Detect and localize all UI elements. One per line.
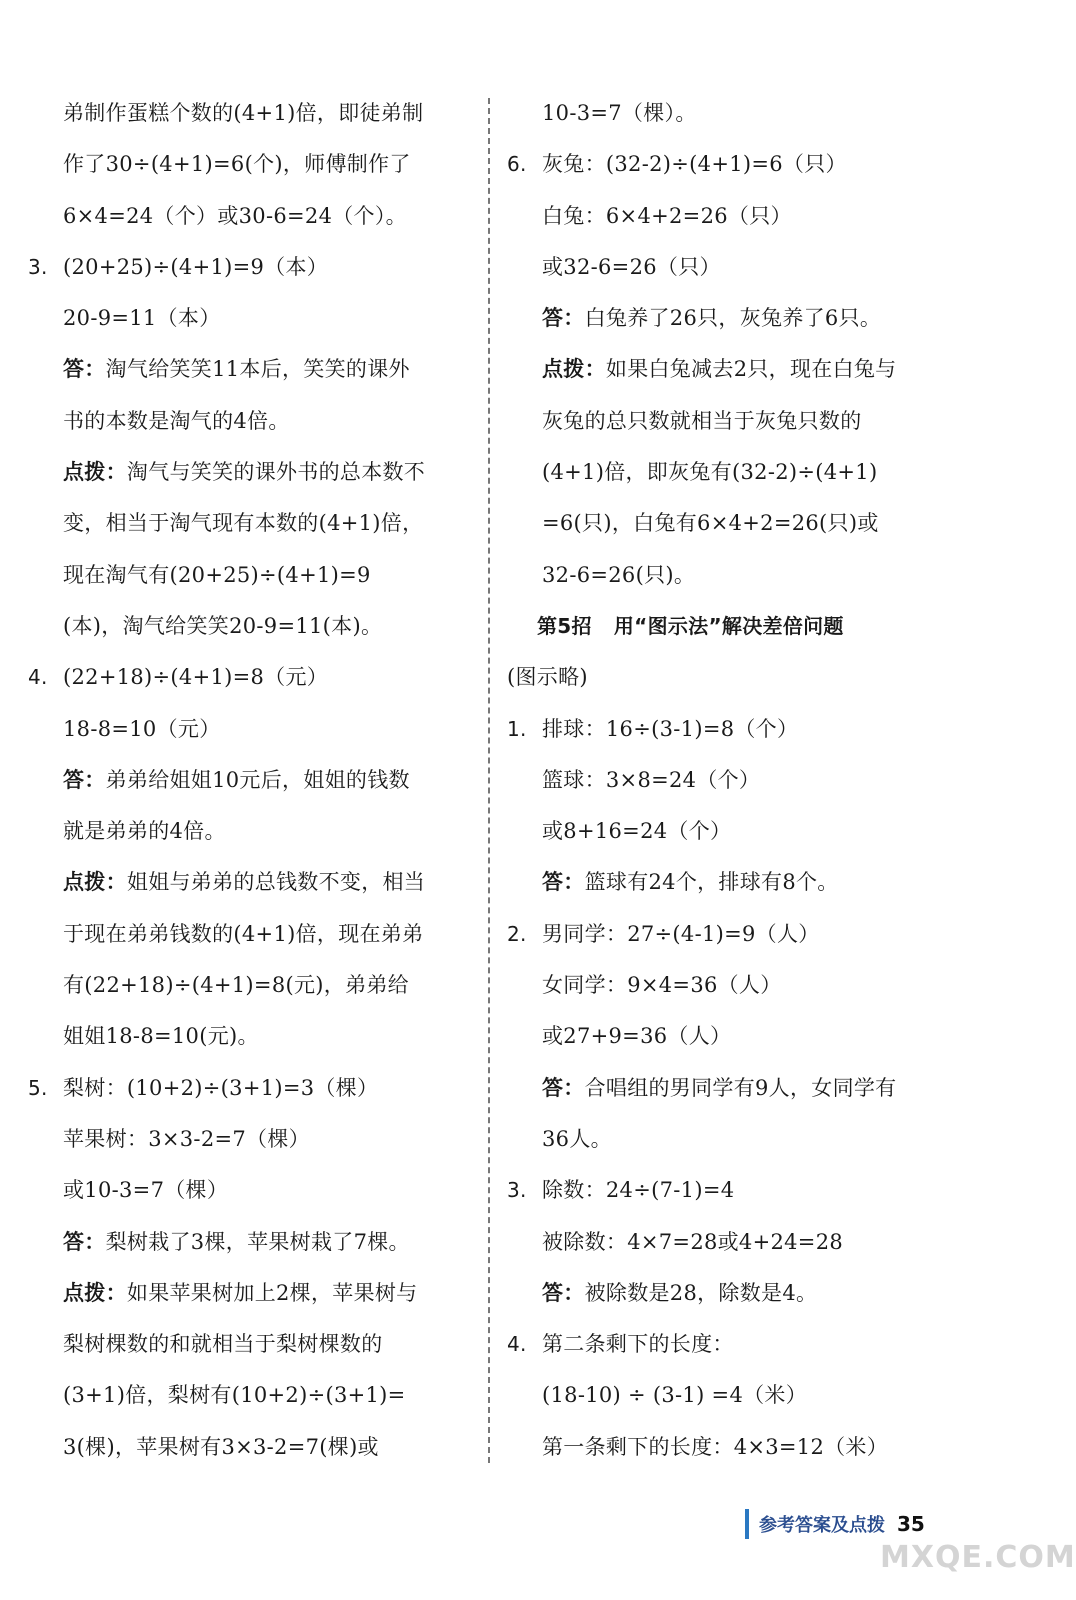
text-line <box>28 806 473 857</box>
text-line <box>507 806 962 857</box>
text-line <box>28 1011 473 1062</box>
line-text: 淘气与笑笑的课外书的总本数不 <box>126 460 426 485</box>
line-text: 梨树：(10+2)÷(3+1)=3（棵） <box>63 1075 379 1100</box>
left-column <box>28 88 473 1473</box>
line-text: 篮球：3×8=24（个） <box>542 767 761 792</box>
text-line <box>507 1370 962 1421</box>
text-line <box>28 755 473 806</box>
text-line <box>507 1422 962 1473</box>
answer-label: 答： <box>542 1075 585 1100</box>
page-footer <box>745 1508 925 1540</box>
text-line <box>28 139 473 190</box>
text-line <box>28 550 473 601</box>
text-line <box>28 293 473 344</box>
line-text: (18-10) ÷ (3-1) =4（米） <box>542 1383 808 1408</box>
page-number: 35 <box>897 1512 925 1536</box>
answer-label: 答： <box>63 357 106 382</box>
line-text: (3+1)倍，梨树有(10+2)÷(3+1)= <box>63 1383 406 1408</box>
text-line <box>507 1268 962 1319</box>
text-line <box>507 550 962 601</box>
line-text: 第一条剩下的长度：4×3=12（米） <box>542 1434 889 1459</box>
text-line <box>507 293 962 344</box>
text-line <box>28 704 473 755</box>
section-heading <box>507 601 962 652</box>
text-line <box>28 1370 473 1421</box>
question-number: 2. <box>507 921 527 946</box>
line-text: 于现在弟弟钱数的(4+1)倍，现在弟弟 <box>63 921 424 946</box>
line-text: 现在淘气有(20+25)÷(4+1)=9 <box>63 562 371 587</box>
line-text: 篮球有24个，排球有8个。 <box>584 870 839 895</box>
text-line <box>28 447 473 498</box>
line-text: 或8+16=24（个） <box>542 819 732 844</box>
line-text: 或32-6=26（只） <box>542 254 721 279</box>
text-line <box>28 396 473 447</box>
text-line <box>507 704 962 755</box>
text-line <box>28 88 473 139</box>
answer-label: 答： <box>542 306 585 331</box>
answer-label: 点拨： <box>542 357 606 382</box>
line-text: 或27+9=36（人） <box>542 1024 732 1049</box>
text-line <box>28 1217 473 1268</box>
text-line <box>507 960 962 1011</box>
question-number: 5. <box>28 1075 48 1100</box>
text-line <box>507 755 962 806</box>
line-text: 作了30÷(4+1)=6(个)，师傅制作了 <box>63 152 411 177</box>
line-text: 合唱组的男同学有9人，女同学有 <box>584 1075 897 1100</box>
text-line <box>507 1114 962 1165</box>
line-text: 或10-3=7（棵） <box>63 1178 229 1203</box>
text-line <box>28 601 473 652</box>
text-line <box>507 1165 962 1216</box>
line-text: 白兔养了26只，灰兔养了6只。 <box>584 306 882 331</box>
line-text: 姐姐18-8=10(元)。 <box>63 1024 259 1049</box>
line-text: 除数：24÷(7-1)=4 <box>542 1178 735 1203</box>
text-line <box>507 1319 962 1370</box>
line-text: 第二条剩下的长度： <box>542 1332 734 1357</box>
line-text: 灰兔：(32-2)÷(4+1)=6（只） <box>542 152 847 177</box>
line-text: 18-8=10（元） <box>63 716 221 741</box>
text-line <box>507 88 962 139</box>
text-line <box>507 447 962 498</box>
line-text: (本)，淘气给笑笑20-9=11(本)。 <box>63 613 383 638</box>
line-text: 36人。 <box>542 1126 612 1151</box>
line-text: 6×4=24（个）或30-6=24（个）。 <box>63 203 407 228</box>
text-line <box>28 498 473 549</box>
text-line <box>28 1268 473 1319</box>
text-line <box>28 1422 473 1473</box>
answer-label: 点拨： <box>63 1280 127 1305</box>
text-line <box>507 242 962 293</box>
text-line <box>28 857 473 908</box>
answer-label: 答： <box>542 870 585 895</box>
text-line <box>28 344 473 395</box>
watermark: MXQE.COM <box>880 1540 1076 1575</box>
section-title: 用“图示法”解决差倍问题 <box>613 613 844 638</box>
text-line <box>28 191 473 242</box>
line-text: 20-9=11（本） <box>63 306 221 331</box>
question-number: 3. <box>507 1178 527 1203</box>
column-divider <box>488 98 490 1463</box>
line-text: 梨树栽了3棵，苹果树栽了7棵。 <box>105 1229 410 1254</box>
line-text: 灰兔的总只数就相当于灰兔只数的 <box>542 408 862 433</box>
footer-label: 参考答案及点拨 <box>759 1515 885 1536</box>
text-line <box>28 652 473 703</box>
text-line <box>507 1217 962 1268</box>
text-line <box>28 960 473 1011</box>
line-text: 书的本数是淘气的4倍。 <box>63 408 290 433</box>
line-text: 被除数：4×7=28或4+24=28 <box>542 1229 844 1254</box>
section-number: 第5招 <box>537 613 592 638</box>
line-text: 排球：16÷(3-1)=8（个） <box>542 716 799 741</box>
line-text: 女同学：9×4=36（人） <box>542 973 782 998</box>
question-number: 6. <box>507 152 527 177</box>
line-text: 有(22+18)÷(4+1)=8(元)，弟弟给 <box>63 973 409 998</box>
answer-label: 点拨： <box>63 870 127 895</box>
line-text: (20+25)÷(4+1)=9（本） <box>63 254 329 279</box>
line-text: 如果白兔减去2只，现在白兔与 <box>605 357 897 382</box>
right-column <box>507 88 962 1473</box>
line-text: 淘气给笑笑11本后，笑笑的课外 <box>105 357 410 382</box>
text-line <box>507 857 962 908</box>
line-text: 变，相当于淘气现有本数的(4+1)倍， <box>63 511 424 536</box>
question-number: 4. <box>507 1332 527 1357</box>
note-text: (图示略) <box>507 665 588 690</box>
footer-accent-bar <box>745 1509 749 1539</box>
line-text: 弟弟给姐姐10元后，姐姐的钱数 <box>105 767 410 792</box>
text-line <box>507 498 962 549</box>
line-text: 白兔：6×4+2=26（只） <box>542 203 792 228</box>
line-text: 梨树棵数的和就相当于梨树棵数的 <box>63 1332 383 1357</box>
answer-label: 答： <box>63 767 106 792</box>
note-line <box>507 652 962 703</box>
text-line <box>507 1063 962 1114</box>
line-text: 男同学：27÷(4-1)=9（人） <box>542 921 820 946</box>
line-text: 姐姐与弟弟的总钱数不变，相当 <box>126 870 426 895</box>
text-line <box>507 1011 962 1062</box>
answer-label: 答： <box>63 1229 106 1254</box>
line-text: 3(棵)，苹果树有3×3-2=7(棵)或 <box>63 1434 379 1459</box>
line-text: (22+18)÷(4+1)=8（元） <box>63 665 329 690</box>
answer-label: 点拨： <box>63 460 127 485</box>
text-line <box>28 242 473 293</box>
line-text: 弟制作蛋糕个数的(4+1)倍，即徒弟制 <box>63 101 424 125</box>
text-line <box>28 1165 473 1216</box>
line-text: 被除数是28，除数是4。 <box>584 1280 818 1305</box>
question-number: 3. <box>28 254 48 279</box>
question-number: 4. <box>28 665 48 690</box>
text-line <box>28 1114 473 1165</box>
text-line <box>28 1063 473 1114</box>
answer-label: 答： <box>542 1280 585 1305</box>
line-text: 苹果树：3×3-2=7（棵） <box>63 1126 310 1151</box>
line-text: 如果苹果树加上2棵，苹果树与 <box>126 1280 418 1305</box>
text-line <box>507 139 962 190</box>
text-line <box>507 909 962 960</box>
line-text: =6(只)，白兔有6×4+2=26(只)或 <box>542 511 879 536</box>
text-line <box>507 344 962 395</box>
text-line <box>507 396 962 447</box>
line-text: 32-6=26(只)。 <box>542 562 696 587</box>
question-number: 1. <box>507 716 527 741</box>
line-text: (4+1)倍，即灰兔有(32-2)÷(4+1) <box>542 460 878 485</box>
text-line <box>28 1319 473 1370</box>
text-line <box>28 909 473 960</box>
line-text: 10-3=7（棵）。 <box>542 101 697 125</box>
line-text: 就是弟弟的4倍。 <box>63 819 226 844</box>
text-line <box>507 191 962 242</box>
